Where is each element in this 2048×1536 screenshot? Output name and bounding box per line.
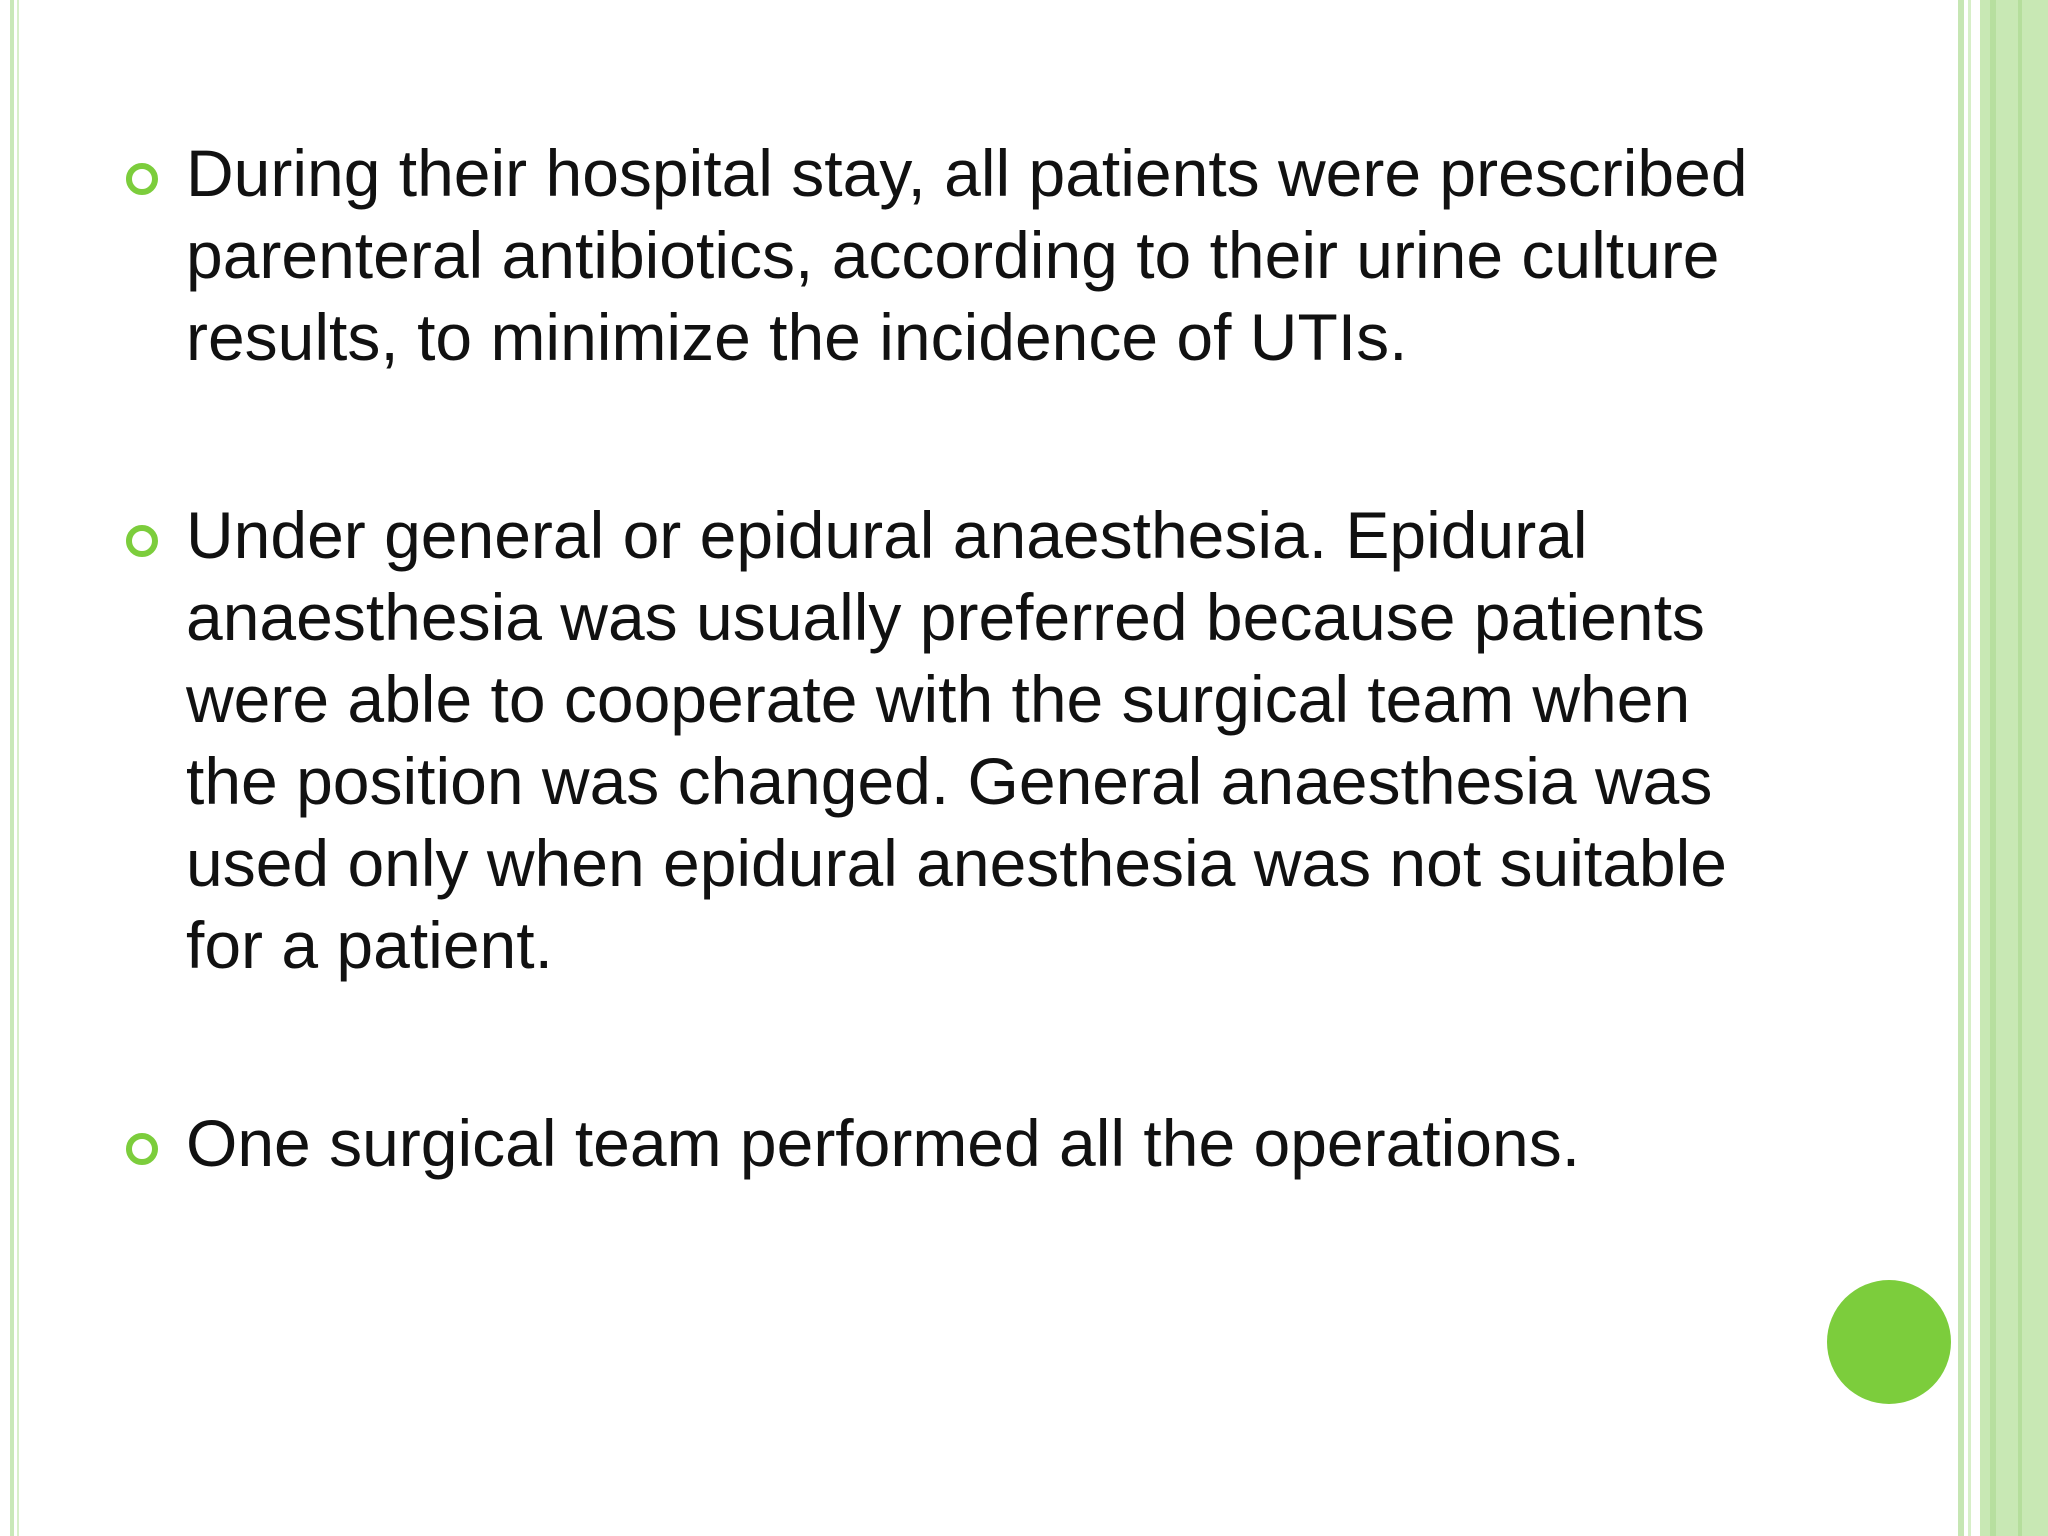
bullet-text: One surgical team performed all the operations. bbox=[186, 1106, 1581, 1180]
right-border-band-stripe bbox=[1990, 0, 1996, 1536]
right-border-band-stripe-2 bbox=[2018, 0, 2022, 1536]
left-border-line bbox=[10, 0, 14, 1536]
left-border-line-thin bbox=[17, 0, 19, 1536]
green-circle-decoration bbox=[1827, 1280, 1951, 1404]
right-border-line bbox=[1958, 0, 1964, 1536]
ring-bullet-icon bbox=[126, 1133, 158, 1165]
bullet-item bbox=[120, 1102, 1780, 1184]
bullet-item bbox=[120, 494, 1780, 986]
ring-bullet-icon bbox=[126, 163, 158, 195]
bullet-item bbox=[120, 132, 1780, 378]
bullet-list bbox=[120, 132, 1780, 1184]
bullet-text: During their hospital stay, all patients were prescribed parenteral antibiotics, according to their urine culture results, to minimize the incidence of UTIs. bbox=[186, 136, 1748, 374]
right-border-line-thin bbox=[1968, 0, 1971, 1536]
ring-bullet-icon bbox=[126, 525, 158, 557]
bullet-text: Under general or epidural anaesthesia. Epidural anaesthesia was usually preferred because patients were able to cooperate with the surgical team when the position was changed. General anaesthesia was used only when epidural anesthesia was not suitable for a patient. bbox=[186, 498, 1728, 982]
